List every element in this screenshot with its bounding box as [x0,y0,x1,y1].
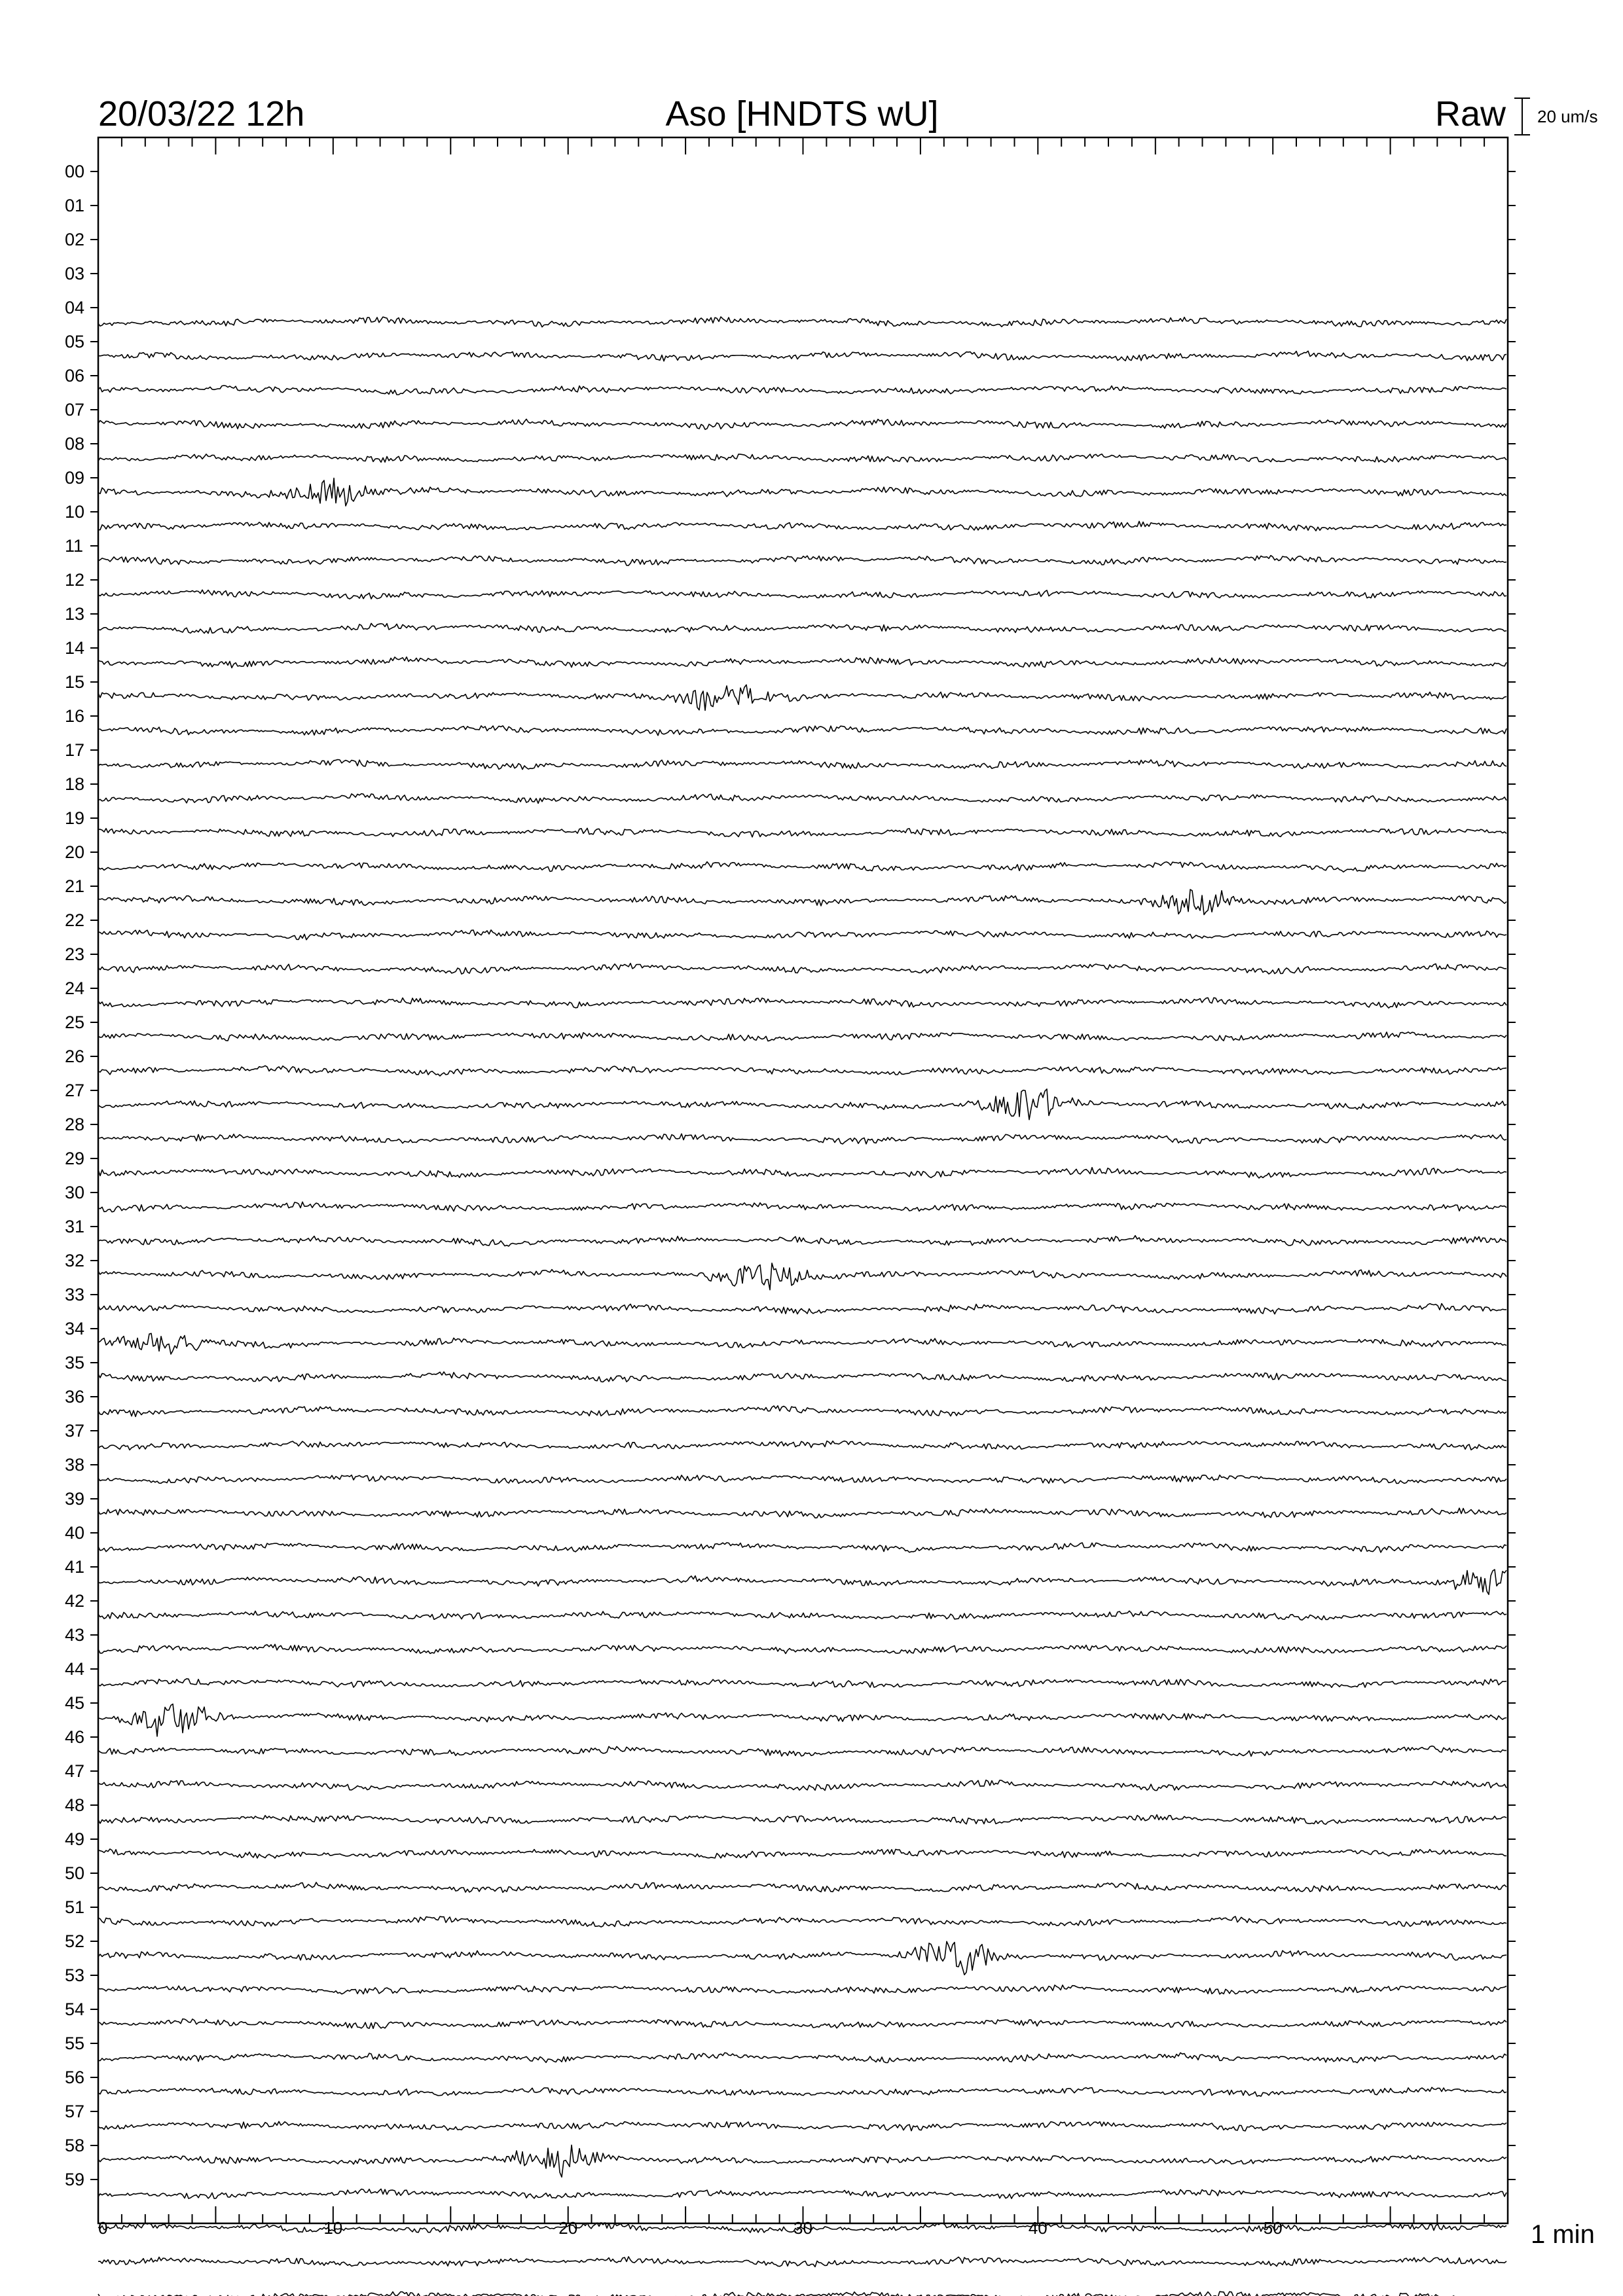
row-label: 01 [65,196,85,215]
trace-line [98,1704,1506,1736]
row-label: 25 [65,1013,85,1032]
trace-line [98,685,1506,710]
trace-line [98,2053,1506,2062]
row-label: 20 [65,842,85,862]
row-label: 55 [65,2034,85,2053]
row-label: 37 [65,1421,85,1441]
row-label: 31 [65,1217,85,1236]
plot-frame [98,137,1508,2223]
trace-line [98,556,1506,565]
trace-line [98,726,1506,736]
trace-line [98,1941,1506,1975]
row-label: 30 [65,1183,85,1202]
row-label: 34 [65,1319,85,1338]
row-label: 54 [65,2000,85,2019]
trace-line [98,2291,1506,2296]
trace-line [98,623,1506,633]
x-tick-label: 0 [98,2218,108,2238]
row-label: 11 [65,536,84,556]
row-label: 40 [65,1523,85,1543]
trace-line [98,2189,1506,2199]
row-label: 19 [65,808,85,828]
row-label: 08 [65,434,85,454]
station-title: Aso [HNDTS wU] [665,94,939,134]
axis-ticks [122,137,1484,2223]
x-tick-label: 10 [323,2218,343,2238]
trace-line [98,1508,1506,1518]
trace-line [98,478,1506,506]
trace-line [98,1644,1506,1653]
row-label: 58 [65,2136,85,2155]
date-label: 20/03/22 12h [98,94,305,134]
trace-line [98,1134,1506,1144]
x-tick-label: 30 [793,2218,812,2238]
row-label: 43 [65,1625,85,1645]
row-label: 12 [65,570,85,590]
trace-line [98,889,1506,915]
trace-line [98,1916,1506,1927]
row-label: 59 [65,2170,85,2189]
row-label: 35 [65,1353,85,1372]
row-label: 07 [65,400,85,420]
row-label: 02 [65,230,85,249]
row-label: 14 [65,638,85,658]
row-label: 15 [65,672,85,692]
row-label: 32 [65,1251,85,1270]
trace-line [98,1475,1506,1484]
row-label: 05 [65,332,85,351]
trace-line [98,1066,1506,1076]
row-label: 17 [65,740,85,760]
row-label: 03 [65,264,85,283]
trace-line [98,1032,1506,1041]
row-label: 04 [65,298,85,317]
row-label: 52 [65,1931,85,1951]
seismic-traces [98,317,1506,2296]
trace-line [98,1089,1506,1120]
trace-line [98,386,1506,395]
row-label: 42 [65,1591,85,1611]
trace-line [98,1168,1506,1178]
row-label: 16 [65,706,85,726]
row-label: 39 [65,1489,85,1509]
trace-line [98,1202,1506,1211]
trace-line [98,419,1506,429]
trace-line [98,1611,1506,1620]
row-label: 56 [65,2068,85,2087]
trace-line [98,590,1506,599]
row-label: 00 [65,162,85,181]
x-tick-label: 50 [1263,2218,1283,2238]
row-label: 13 [65,604,85,624]
trace-line [98,1304,1506,1314]
trace-line [98,1780,1506,1791]
trace-line [98,1679,1506,1687]
row-label: 29 [65,1149,85,1168]
row-label: 53 [65,1965,85,1985]
row-label: 38 [65,1455,85,1475]
row-label: 44 [65,1659,85,1679]
trace-line [98,2121,1506,2131]
row-label: 49 [65,1829,85,1849]
row-label: 27 [65,1081,85,1100]
row-label: 06 [65,366,85,386]
mode-label: Raw [1434,94,1506,134]
row-label: 21 [65,876,85,896]
row-label: 28 [65,1115,85,1134]
row-label: 48 [65,1795,85,1815]
row-label: 57 [65,2102,85,2121]
trace-line [98,1849,1506,1858]
x-tick-label: 40 [1028,2218,1048,2238]
row-label: 51 [65,1897,85,1917]
trace-line [98,1372,1506,1382]
trace-line [98,760,1506,770]
scale-bar-label: 20 um/s [1537,107,1598,126]
trace-line [98,454,1506,463]
trace-line [98,1985,1506,1994]
row-label: 46 [65,1727,85,1747]
trace-line [98,1236,1506,1246]
row-label: 22 [65,910,85,930]
trace-line [98,1815,1506,1825]
trace-line [98,2087,1506,2096]
row-label: 09 [65,468,85,488]
trace-line [98,2019,1506,2029]
trace-line [98,930,1506,940]
trace-line [98,828,1506,837]
row-label: 33 [65,1285,85,1304]
trace-line [98,522,1506,531]
trace-line [98,997,1506,1008]
trace-line [98,862,1506,872]
trace-line [98,351,1506,361]
x-unit-label: 1 min [1531,2220,1595,2249]
row-label: 26 [65,1047,85,1066]
row-label: 36 [65,1387,85,1407]
row-label: 18 [65,774,85,794]
trace-line [98,1441,1506,1450]
row-label: 47 [65,1761,85,1781]
trace-line [98,1746,1506,1757]
trace-line [98,1406,1506,1417]
row-label: 10 [65,502,85,522]
trace-line [98,963,1506,974]
row-label: 24 [65,978,85,998]
trace-line [98,657,1506,668]
row-label: 50 [65,1863,85,1883]
trace-line [98,1263,1506,1290]
trace-line [98,317,1506,327]
trace-line [98,2257,1506,2267]
trace-line [98,1882,1506,1892]
trace-line [98,2145,1506,2177]
scale-bar [1514,98,1598,135]
row-label: 23 [65,944,85,964]
trace-line [98,1543,1506,1552]
row-label: 45 [65,1693,85,1713]
trace-line [98,794,1506,804]
x-tick-label: 20 [558,2218,578,2238]
row-label: 41 [65,1557,85,1577]
trace-line [98,1570,1506,1594]
trace-line [98,1333,1506,1354]
